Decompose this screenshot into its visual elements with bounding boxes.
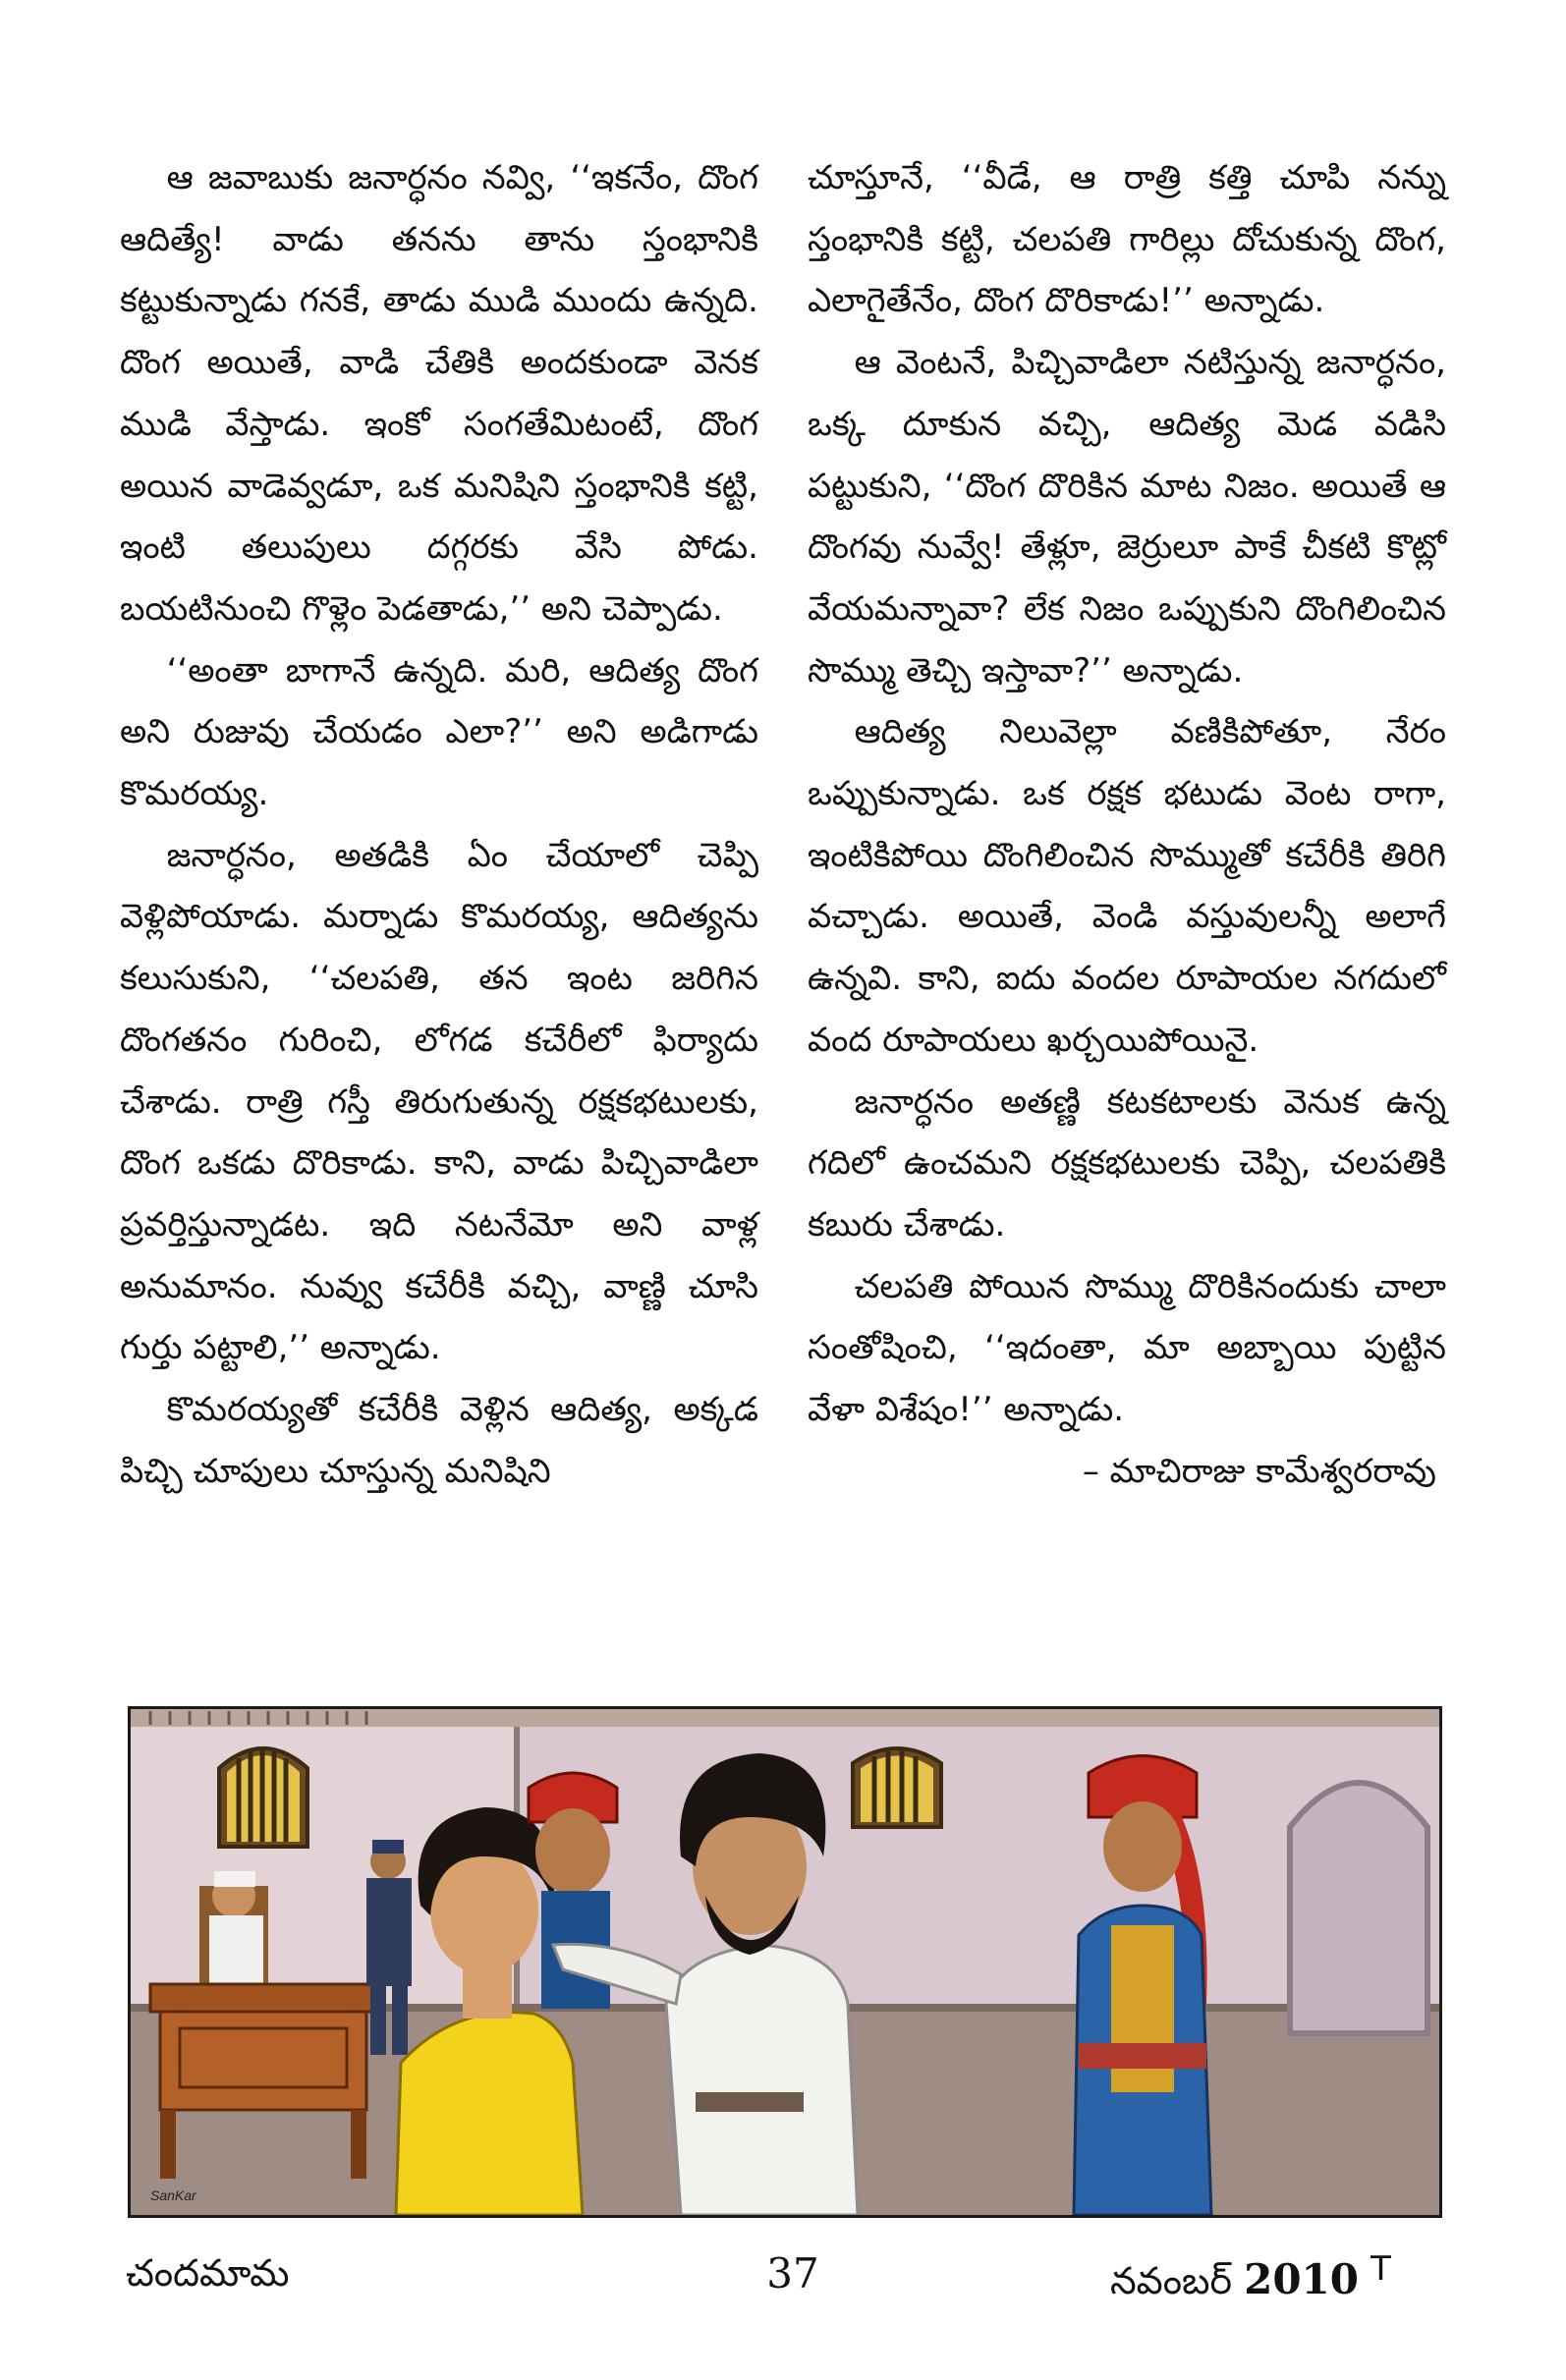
story-paragraph: చలపతి పోయిన సొమ్ము దొరికినందుకు చాలా సంతోషించి, ‘‘ఇదంతా, మా అబ్బాయి పుట్టిన వేళా విశేషం!’’ అన్నాడు. bbox=[808, 1266, 1446, 1430]
story-paragraph: జనార్ధనం, అతడికి ఏం చేయాలో చెప్పి వెళ్లిపోయాడు. మర్నాడు కొమరయ్య, ఆదిత్యను కలుసుకుని, ‘‘చలపతి, తన ఇంట జరిగిన దొంగతనం గురించి, లోగడ కచేరీలో ఫిర్యాదు చేశాడు. రాత్రి గస్తీ తిరుగుతున్న రక్షకభటులకు, దొంగ ఒకడు దొరికాడు. కాని, వాడు పిచ్చివాడిలా ప్రవర్తిస్తున్నాడట. ఇది నటనేమో అని వాళ్ల అనుమానం. నువ్వు కచేరీకి వచ్చి, వాణ్ణి చూసి గుర్తు పట్టాలి,’’ అన్నాడు. bbox=[120, 835, 758, 1368]
story-paragraph: ‘‘అంతా బాగానే ఉన్నది. మరి, ఆదిత్య దొంగ అని రుజువు చేయడం ఎలా?’’ అని అడిగాడు కొమరయ్య. bbox=[120, 650, 758, 814]
story-paragraph: కొమరయ్యతో కచేరీకి వెళ్లిన ఆదిత్య, అక్కడ పిచ్చి చూపులు చూస్తున్న మనిషిని bbox=[120, 1390, 758, 1491]
barred-window-left bbox=[219, 1748, 308, 1847]
story-paragraph: చూస్తూనే, ‘‘వీడే, ఆ రాత్రి కత్తి చూపి నన్ను స్తంభానికి కట్టి, చలపతి గారిల్లు దోచుకున్న దొంగ, ఎలాగైతేనేం, దొంగ దొరికాడు!’’ అన్నాడు. bbox=[808, 158, 1446, 321]
issue-month: నవంబర్ bbox=[1110, 2259, 1232, 2302]
author-signature: – మాచిరాజు కామేశ్వరరావు bbox=[1082, 1451, 1436, 1491]
right-text-column bbox=[808, 147, 1446, 1502]
page-number: 37 bbox=[766, 2249, 819, 2297]
story-paragraph: ఆదిత్య నిలువెల్లా వణికిపోతూ, నేరం ఒప్పుకున్నాడు. ఒక రక్షక భటుడు వెంట రాగా, ఇంటికిపోయి దొంగిలించిన సొమ్ముతో కచేరీకి తిరిగి వచ్చాడు. అయితే, వెండి వస్తువులన్నీ అలాగే ఉన్నవి. కాని, ఐదు వందల రూపాయల నగదులో వంద రూపాయలు ఖర్చయిపోయినై. bbox=[808, 712, 1446, 1060]
story-paragraph: ఆ వెంటనే, పిచ్చివాడిలా నటిస్తున్న జనార్ధనం, ఒక్క దూకున వచ్చి, ఆదిత్య మెడ వడిసి పట్టుకుని, ‘‘దొంగ దొరికిన మాట నిజం. అయితే ఆ దొంగవు నువ్వే! తేళ్లూ, జెర్రులూ పాకే చీకటి కొట్లో వేయమన్నావా? లేక నిజం ఒప్పుకుని దొంగిలించిన సొమ్ము తెచ్చి ఇస్తావా?’’ అన్నాడు. bbox=[808, 343, 1446, 691]
arch-doorway bbox=[1290, 1783, 1427, 2033]
story-paragraph: ఆ జవాబుకు జనార్ధనం నవ్వి, ‘‘ఇకనేం, దొంగ ఆదిత్యే! వాడు తనను తాను స్తంభానికి కట్టుకున్నాడు గనకే, తాడు ముడి ముందు ఉన్నది. దొంగ అయితే, వాడి చేతికి అందకుండా వెనక ముడి వేస్తాడు. ఇంకో సంగతేమిటంటే, దొంగ అయిన వాడెవ్వడూ, ఒక మనిషిని స్తంభానికి కట్టి, ఇంటి తలుపులు దగ్గరకు వేసి పోడు. బయటినుంచి గొళ్లెం పెడతాడు,’’ అని చెప్పాడు. bbox=[120, 158, 758, 629]
story-paragraph: జనార్ధనం అతణ్ణి కటకటాలకు వెనుక ఉన్న గదిలో ఉంచమని రక్షకభటులకు చెప్పి, చలపతికి కబురు చేశాడు. bbox=[808, 1081, 1446, 1245]
barred-window-right bbox=[853, 1748, 941, 1827]
page-mark: T bbox=[1370, 2249, 1391, 2289]
issue-date bbox=[1110, 2249, 1391, 2312]
issue-year: 2010 bbox=[1244, 2255, 1359, 2303]
magazine-name: చందమామ bbox=[126, 2251, 290, 2295]
artist-signature: SanKar bbox=[150, 2187, 196, 2203]
left-text-column bbox=[120, 147, 758, 1502]
story-illustration bbox=[128, 1706, 1442, 2218]
